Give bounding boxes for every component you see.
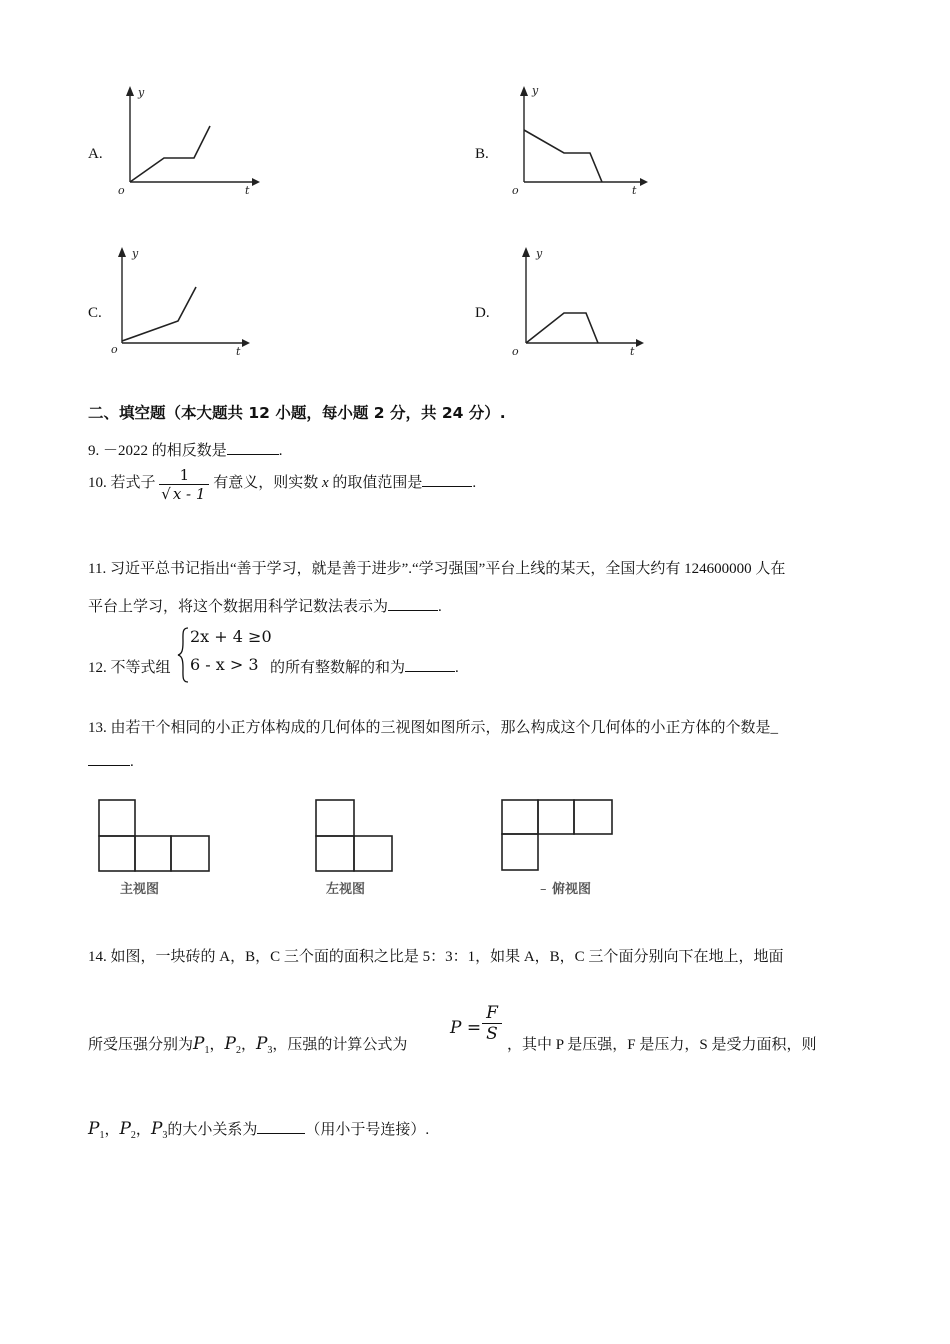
graph-line	[122, 287, 196, 341]
variable-x: x	[321, 475, 329, 491]
brace-icon	[176, 626, 190, 684]
question-10-prefix: 10. 若式子	[88, 475, 156, 491]
left-view	[316, 800, 392, 871]
option-c-graph	[106, 243, 256, 363]
comma: ，	[135, 1122, 151, 1138]
question-9	[88, 439, 283, 460]
option-d-label: D.	[475, 305, 490, 321]
question-14-line1: 14. 如图，一块砖的 A，B，C 三个面的面积之比是 5：3：1，如果 A，B，C 三个面分别向下在地上，地面	[88, 949, 784, 965]
x-axis-label: t	[245, 184, 250, 197]
question-11-text: 平台上学习，将这个数据用科学记数法表示为	[88, 599, 389, 615]
graph-line	[130, 126, 210, 182]
question-12-text: 的所有整数解的和为	[270, 660, 406, 676]
p2-symbol: P	[224, 1034, 236, 1054]
question-14-suffix: 的大小关系为	[167, 1122, 258, 1138]
option-b-graph	[506, 82, 656, 202]
answer-blank	[405, 670, 455, 672]
comma: ，	[209, 1037, 225, 1053]
question-10-mid: 有意义，则实数	[213, 475, 319, 491]
front-view-label: 主视图	[120, 882, 160, 897]
question-12-suffix	[270, 656, 459, 677]
question-12-prefix: 12. 不等式组	[88, 660, 171, 676]
question-13-line2	[88, 754, 134, 771]
inequality-1: 2x + 4 ≥0	[190, 627, 272, 646]
three-views-figure	[96, 796, 636, 906]
period: .	[455, 660, 459, 676]
fraction-numerator: 1	[159, 466, 209, 485]
option-a-label: A.	[88, 146, 103, 162]
option-a-graph	[112, 82, 262, 202]
y-axis-label: y	[532, 84, 539, 97]
p3-symbol: P	[255, 1034, 268, 1054]
graph-line	[526, 313, 598, 343]
question-13-line1: 13. 由若干个相同的小正方体构成的几何体的三视图如图所示，那么构成这个几何体的小正方体的个数是_	[88, 720, 779, 736]
comma: ，	[240, 1037, 256, 1053]
y-axis-label: y	[536, 247, 543, 260]
fraction	[159, 466, 209, 503]
origin-label: o	[512, 184, 519, 197]
answer-blank	[227, 453, 279, 455]
option-b-label: B.	[475, 146, 489, 162]
p2-symbol: P	[119, 1119, 131, 1139]
subscript-1: 1	[204, 1045, 210, 1056]
question-14-line2	[88, 1033, 407, 1056]
answer-blank	[257, 1132, 305, 1134]
graph-line	[524, 130, 602, 182]
question-11-line1: 11. 习近平总书记指出“善于学习，就是善于进步”.“学习强国”平台上线的某天，全国大约有 124600000 人在	[88, 561, 786, 577]
front-view	[99, 800, 209, 871]
subscript-3: 3	[162, 1130, 168, 1141]
top-view	[502, 800, 612, 870]
question-10	[88, 466, 476, 503]
answer-blank	[422, 485, 472, 487]
p1-symbol: P	[193, 1034, 205, 1054]
origin-label: o	[512, 345, 519, 358]
question-11-line2	[88, 595, 442, 616]
fraction-denominator: √ x - 1	[161, 485, 206, 503]
question-14-prefix: 所受压强分别为	[88, 1037, 194, 1053]
formula-lhs: P =	[450, 1018, 482, 1038]
period: .	[278, 443, 283, 459]
origin-label: o	[118, 184, 125, 197]
period: .	[130, 754, 134, 770]
option-c-label: C.	[88, 305, 102, 321]
top-view-label: 俯视图	[552, 882, 592, 897]
answer-blank	[88, 764, 130, 766]
answer-blank	[388, 609, 438, 611]
p3-symbol: P	[150, 1119, 163, 1139]
y-axis-label: y	[132, 247, 139, 260]
comma: ，	[104, 1122, 120, 1138]
option-d-graph	[508, 243, 658, 363]
question-14-mid: ，压强的计算公式为	[272, 1037, 408, 1053]
formula-numerator: F	[482, 1003, 502, 1024]
subscript-1: 1	[99, 1130, 105, 1141]
question-9-text: 9. －2022 的相反数是	[88, 443, 227, 459]
y-axis-label: y	[138, 86, 145, 99]
subscript-2: 2	[235, 1045, 241, 1056]
p1-symbol: P	[88, 1119, 100, 1139]
question-14-end: （用小于号连接）.	[305, 1122, 430, 1138]
question-10-suffix: 的取值范围是	[332, 475, 423, 491]
formula-denominator: S	[486, 1024, 498, 1044]
left-view-label: 左视图	[326, 882, 366, 897]
x-axis-label: t	[630, 345, 635, 358]
formula-fraction	[482, 1003, 502, 1044]
inequality-2: 6 - x > 3	[190, 655, 259, 674]
question-14-line3	[88, 1118, 429, 1141]
radicand: x - 1	[172, 485, 206, 503]
period: .	[438, 599, 442, 615]
top-view-dash: –	[540, 882, 547, 897]
x-axis-label: t	[236, 345, 241, 358]
section-title: 二、填空题（本大题共 12 小题，每小题 2 分，共 24 分）.	[88, 404, 506, 422]
subscript-2: 2	[130, 1130, 136, 1141]
question-14-line2-suffix: ，其中 P 是压强，F 是压力，S 是受力面积，则	[507, 1037, 817, 1053]
subscript-3: 3	[267, 1045, 273, 1056]
period: .	[472, 475, 477, 491]
x-axis-label: t	[632, 184, 637, 197]
origin-label: o	[111, 343, 118, 356]
